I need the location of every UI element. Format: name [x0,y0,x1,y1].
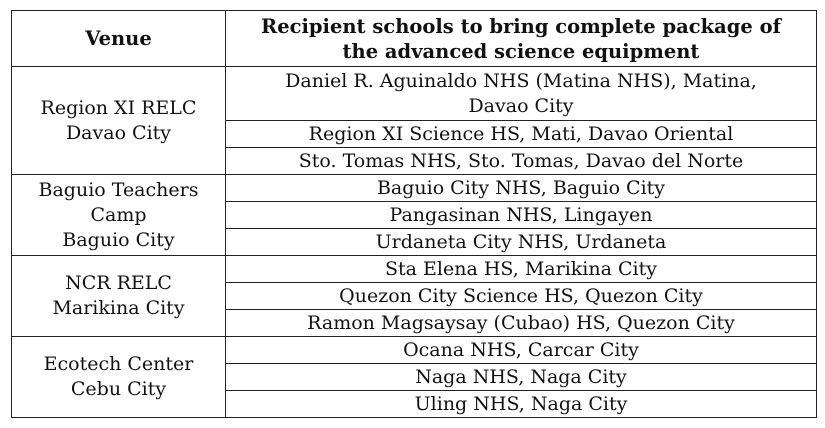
venue-line: Baguio Teachers [38,178,199,201]
venue-line: Camp [90,203,147,226]
venue-cell [12,175,226,256]
school-cell: Uling NHS, Naga City [226,391,817,418]
header-venue [12,11,226,67]
header-row [12,11,817,67]
venue-line: Davao City [65,121,172,144]
header-schools-line-2: the advanced science equipment [342,39,700,63]
venue-cell [12,67,226,175]
school-cell: Region XI Science HS, Mati, Davao Oriental [226,121,817,148]
venue-line: NCR RELC [65,272,172,294]
school-cell: Urdaneta City NHS, Urdaneta [226,229,817,256]
school-cell: Sta Elena HS, Marikina City [226,256,817,283]
header-schools-line-1: Recipient schools to bring complete package of [261,14,781,38]
header-venue-label: Venue [85,27,152,50]
school-line: Daniel R. Aguinaldo NHS (Matina NHS), Matina, [285,69,757,92]
table-row [12,175,817,202]
school-cell [226,67,817,121]
school-cell: Quezon City Science HS, Quezon City [226,283,817,310]
venue-line: Baguio City [62,228,175,251]
table-row [12,337,817,364]
school-cell: Ramon Magsaysay (Cubao) HS, Quezon City [226,310,817,337]
school-cell: Ocana NHS, Carcar City [226,337,817,364]
venue-line: Ecotech Center [43,353,194,375]
venue-cell [12,256,226,337]
school-cell: Naga NHS, Naga City [226,364,817,391]
school-cell: Sto. Tomas NHS, Sto. Tomas, Davao del Norte [226,148,817,175]
table-row [12,67,817,121]
venue-schools-table [11,10,817,418]
venue-line: Region XI RELC [40,96,197,119]
school-line: Davao City [468,94,574,117]
table-row [12,256,817,283]
header-recipient-schools [226,11,817,67]
school-cell: Baguio City NHS, Baguio City [226,175,817,202]
school-cell: Pangasinan NHS, Lingayen [226,202,817,229]
venue-line: Marikina City [52,297,185,319]
venue-cell [12,337,226,418]
venue-line: Cebu City [70,378,167,400]
